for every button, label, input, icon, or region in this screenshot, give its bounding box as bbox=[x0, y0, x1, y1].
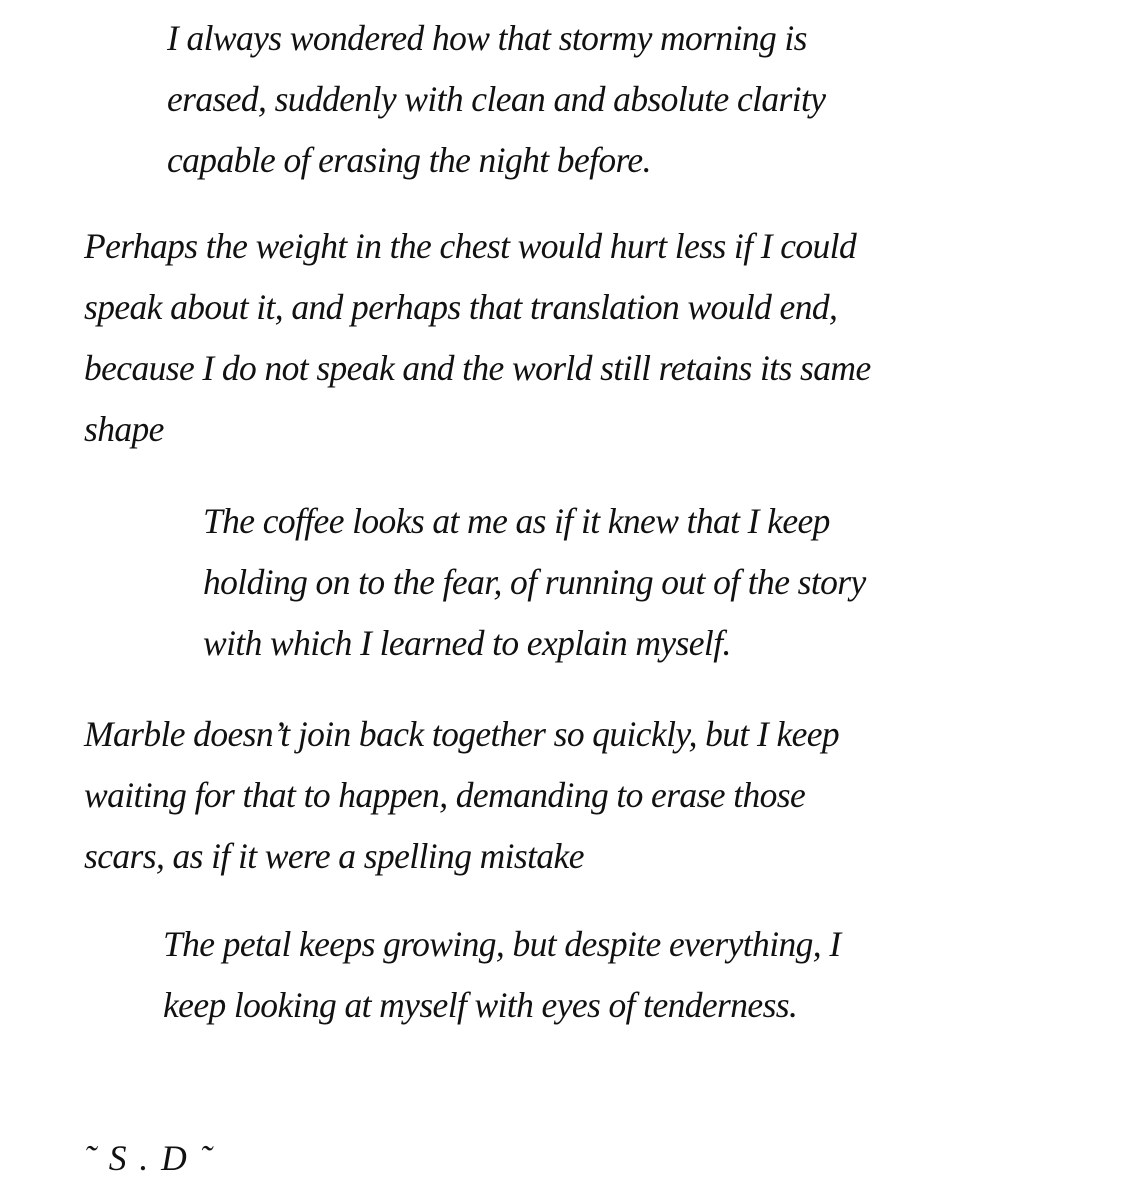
poem-line: capable of erasing the night before. bbox=[167, 140, 651, 180]
poem-line: The petal keeps growing, but despite everything, I bbox=[163, 924, 841, 964]
stanza-1 bbox=[167, 8, 825, 191]
poem-line: Perhaps the weight in the chest would hurt less if I could bbox=[84, 226, 857, 266]
poem-line: waiting for that to happen, demanding to erase those bbox=[84, 775, 806, 815]
poem-line: erased, suddenly with clean and absolute clarity bbox=[167, 79, 826, 119]
poem-line: Marble doesn’t join back together so quickly, but I keep bbox=[84, 714, 840, 754]
poem-line: I always wondered how that stormy morning is bbox=[167, 18, 807, 58]
poem-line: The coffee looks at me as if it knew that I keep bbox=[203, 501, 830, 541]
poem-line: because I do not speak and the world still retains its same bbox=[84, 348, 871, 388]
stanza-4 bbox=[84, 704, 839, 887]
poem-line: holding on to the fear, of running out of the story bbox=[203, 562, 866, 602]
poem-line: with which I learned to explain myself. bbox=[203, 623, 731, 663]
poem-line: shape bbox=[84, 409, 164, 449]
stanza-5 bbox=[163, 914, 841, 1036]
poem-line: keep looking at myself with eyes of tenderness. bbox=[163, 985, 798, 1025]
poem-line: speak about it, and perhaps that translation would end, bbox=[84, 287, 838, 327]
poem-line: scars, as if it were a spelling mistake bbox=[84, 836, 584, 876]
stanza-3 bbox=[203, 491, 866, 674]
stanza-2 bbox=[84, 216, 871, 460]
author-signature: ˜ S . D ˜ bbox=[84, 1138, 214, 1178]
